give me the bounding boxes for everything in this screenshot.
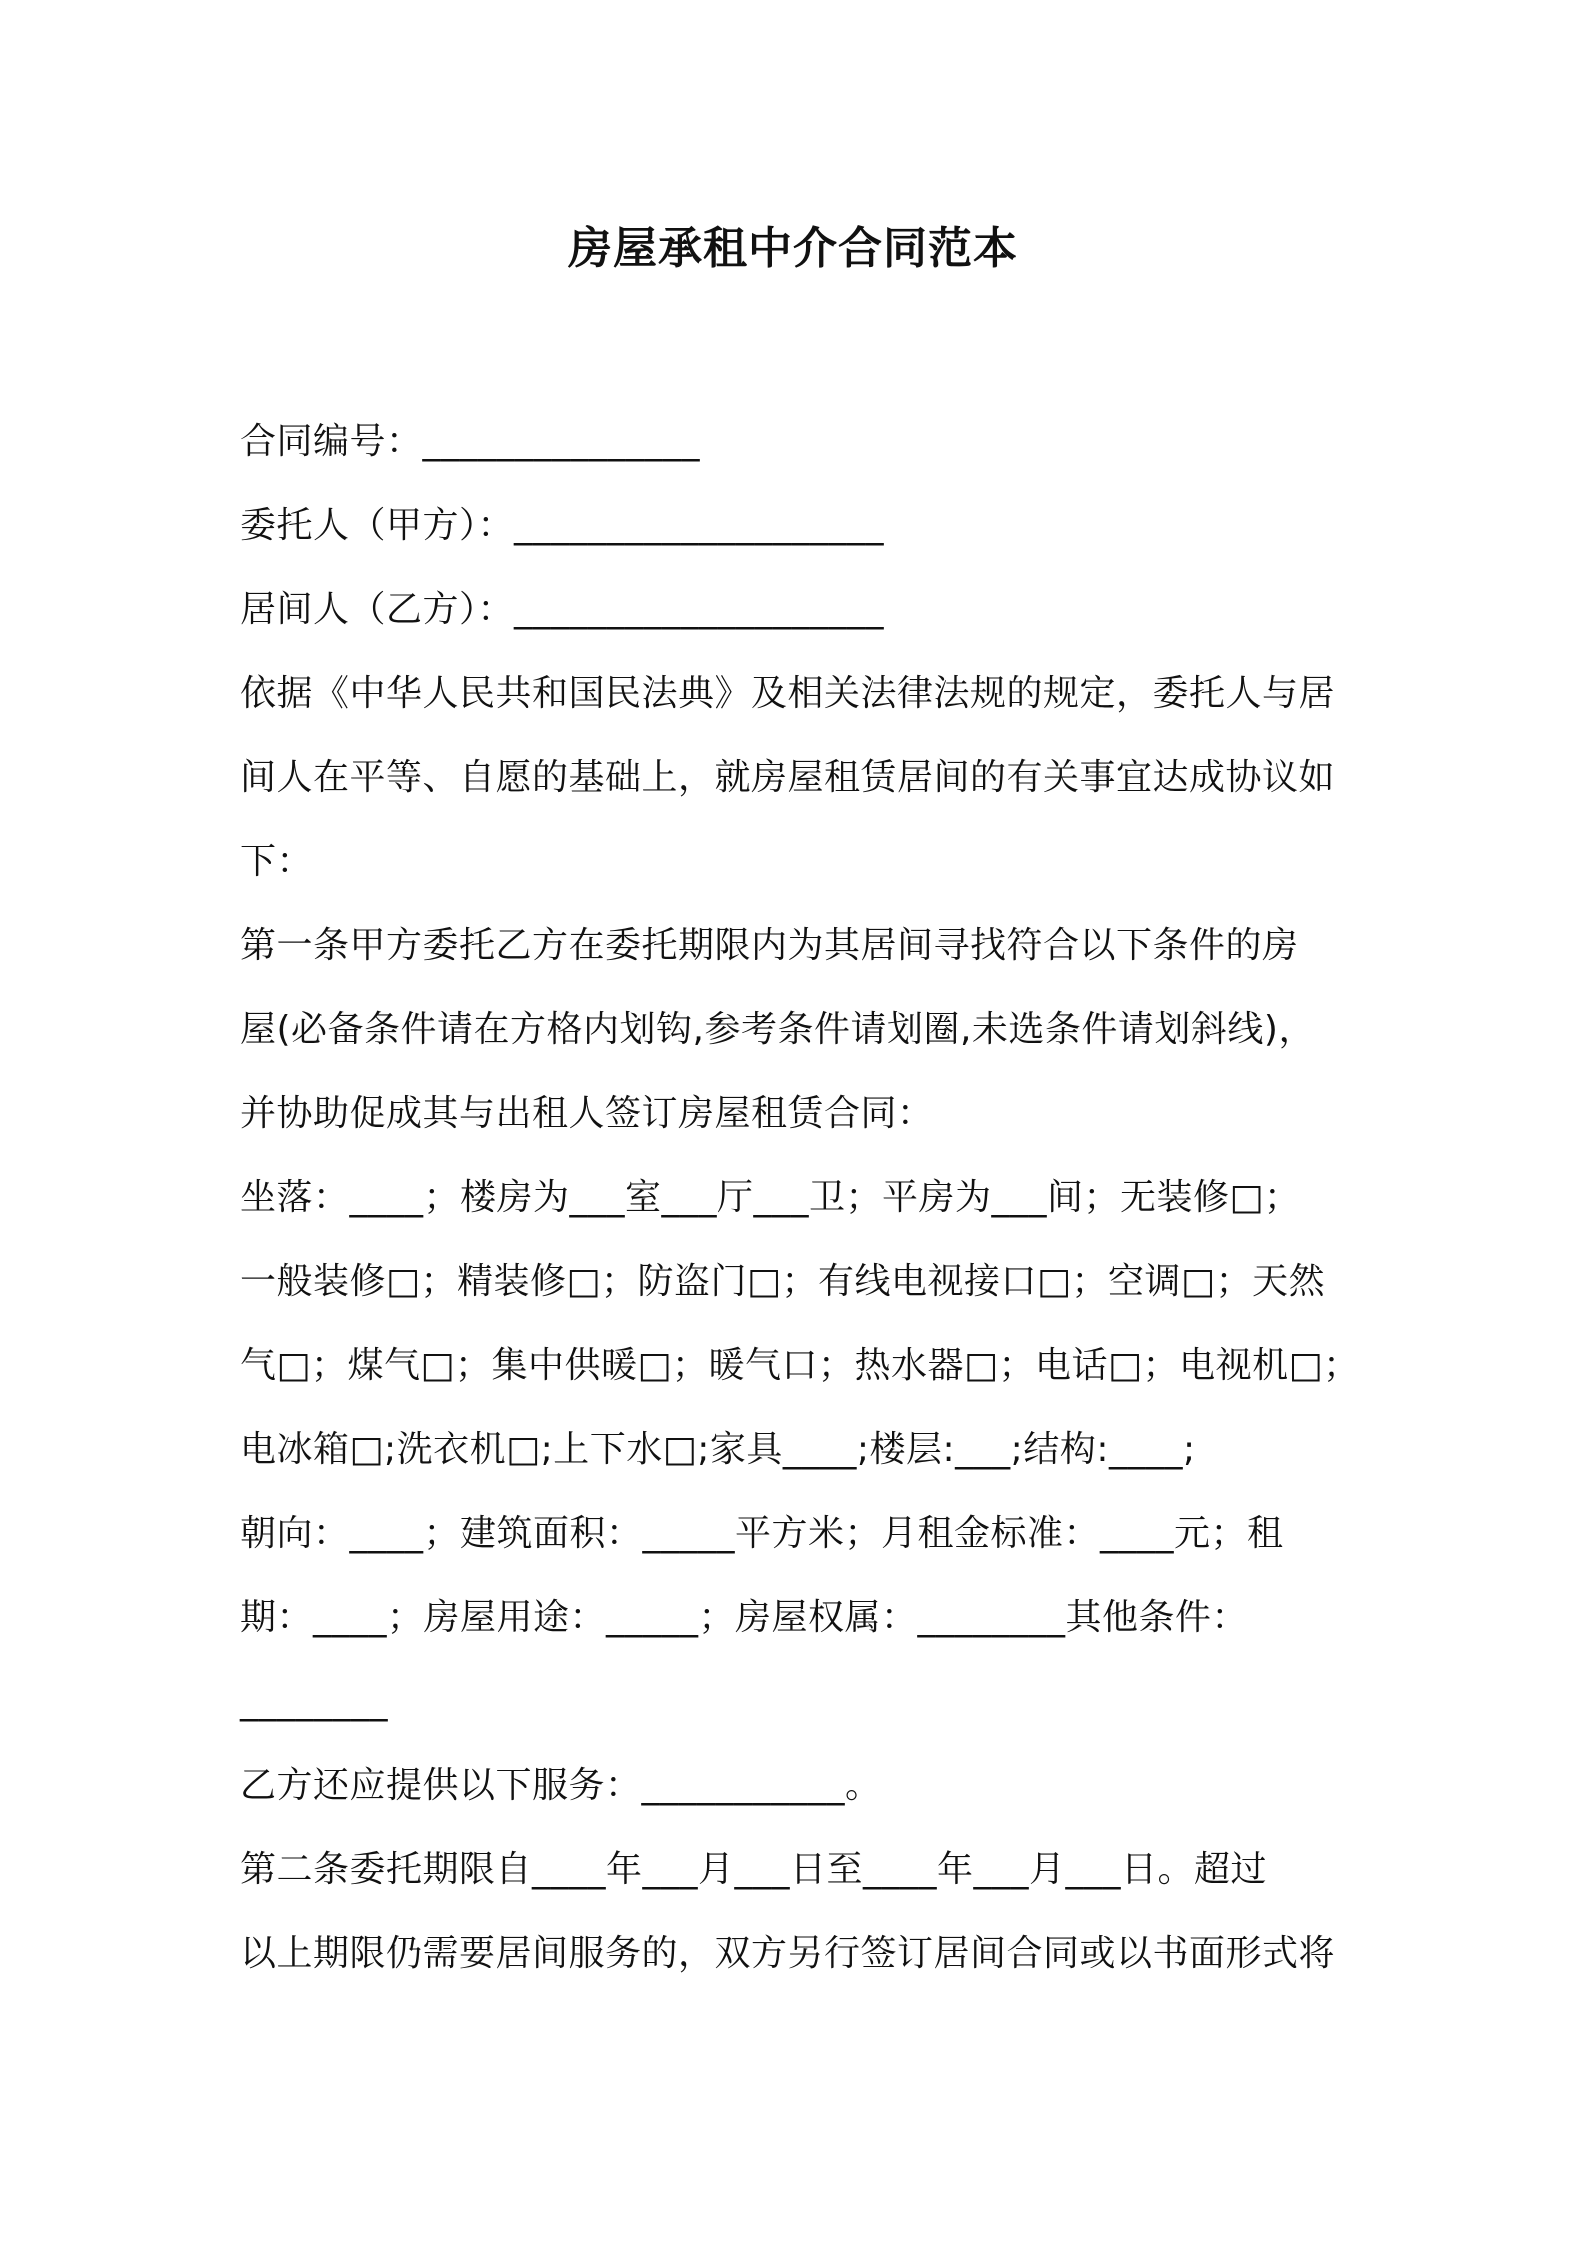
article-1-line-1: 第一条甲方委托乙方在委托期限内为其居间寻找符合以下条件的房 — [240, 925, 1299, 966]
conditions-line-5: 朝向：____；建筑面积：_____平方米；月租金标准：____元；租 — [240, 1513, 1284, 1554]
article-1-line-2: 屋(必备条件请在方格内划钩,参考条件请划圈,未选条件请划斜线)， — [240, 1009, 1315, 1050]
party-a-line: 委托人（甲方）：____________________ — [240, 505, 885, 546]
services-line: 乙方还应提供以下服务：___________。 — [240, 1765, 882, 1806]
conditions-line-1: 坐落：____；楼房为___室___厅___卫；平房为___间；无装修□； — [240, 1177, 1301, 1218]
conditions-line-7: ________ — [240, 1681, 388, 1722]
conditions-line-3: 气□；煤气□；集中供暖□；暖气口；热水器□；电话□；电视机□； — [240, 1345, 1360, 1386]
party-b-line: 居间人（乙方）：____________________ — [240, 589, 885, 630]
conditions-line-6: 期：____；房屋用途：_____；房屋权属：________其他条件： — [240, 1597, 1249, 1638]
contract-number-line: 合同编号：_______________ — [240, 421, 701, 462]
document-title: 房屋承租中介合同范本 — [568, 223, 1018, 274]
conditions-line-4: 电冰箱□;洗衣机□;上下水□;家具____;楼层:___;结构:____; — [240, 1429, 1196, 1470]
preamble-line-3: 下： — [240, 841, 314, 882]
article-2-line-2: 以上期限仍需要居间服务的，双方另行签订居间合同或以书面形式将 — [240, 1933, 1336, 1974]
preamble-line-2: 间人在平等、自愿的基础上，就房屋租赁居间的有关事宜达成协议如 — [240, 757, 1336, 798]
article-2-line-1: 第二条委托期限自____年___月___日至____年___月___日。超过 — [240, 1849, 1268, 1890]
document-body — [240, 400, 1360, 1996]
preamble-line-1: 依据《中华人民共和国民法典》及相关法律法规的规定，委托人与居 — [240, 673, 1336, 714]
article-1-line-3: 并协助促成其与出租人签订房屋租赁合同： — [240, 1093, 934, 1134]
conditions-line-2: 一般装修□；精装修□；防盗门□；有线电视接口□；空调□；天然 — [240, 1261, 1326, 1302]
